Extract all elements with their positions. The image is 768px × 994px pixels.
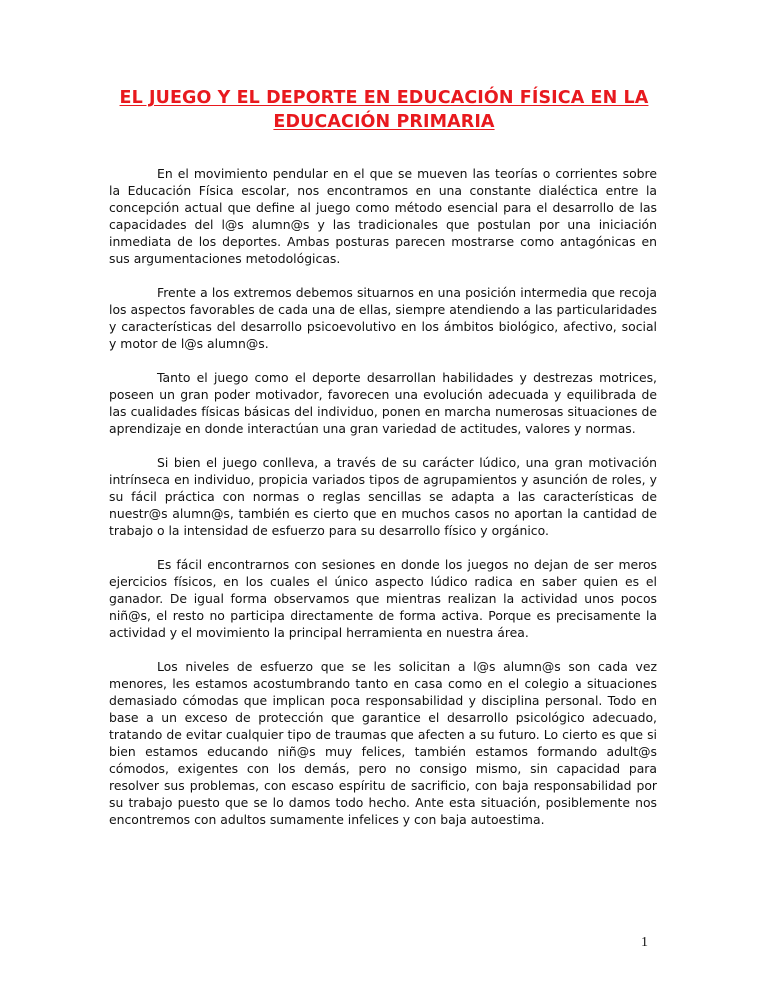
paragraph: Frente a los extremos debemos situarnos en una posición intermedia que recoja los aspectos favorables de cada una de ellas, siempre atendiendo a las particularidades y características del desarrollo psicoevolutivo en los ámbitos biológico, afectivo, social y motor de l@s alumn@s. — [109, 285, 657, 351]
document-body — [109, 165, 657, 845]
paragraph: En el movimiento pendular en el que se mueven las teorías o corrientes sobre la Educación Física escolar, nos encontramos en una constante dialéctica entre la concepción actual que define al juego como método esencial para el desarrollo de las capacidades del l@s alumn@s y las tradicionales que postulan por una iniciación inmediata de los deportes. Ambas posturas parecen mostrarse como antagónicas en sus argumentaciones metodológicas. — [109, 166, 657, 266]
paragraph: Es fácil encontrarnos con sesiones en donde los juegos no dejan de ser meros ejercicios físicos, en los cuales el único aspecto lúdico radica en saber quien es el ganador. De igual forma observamos que mientras realizan la actividad unos pocos niñ@s, el resto no participa directamente de forma activa. Porque es precisamente la actividad y el movimiento la principal herramienta en nuestra área. — [109, 557, 657, 640]
paragraph: Los niveles de esfuerzo que se les solicitan a l@s alumn@s son cada vez menores, les estamos acostumbrando tanto en casa como en el colegio a situaciones demasiado cómodas que implican poca responsabilidad y disciplina personal. Todo en base a un exceso de protección que garantice el desarrollo psicológico adecuado, tratando de evitar cualquier tipo de traumas que afecten a su futuro. Lo cierto es que si bien estamos educando niñ@s muy felices, también estamos formando adult@s cómodos, exigentes con los demás, pero no consigo mismo, sin capacidad para resolver sus problemas, con escaso espíritu de sacrificio, con baja responsabilidad por su trabajo puesto que se lo damos todo hecho. Ante esta situación, posiblemente nos encontremos con adultos sumamente infelices y con baja autoestima. — [109, 659, 657, 827]
document-title: EL JUEGO Y EL DEPORTE EN EDUCACIÓN FÍSICA EN LA EDUCACIÓN PRIMARIA — [119, 88, 649, 132]
page-number: 1 — [641, 935, 648, 950]
paragraph: Si bien el juego conlleva, a través de su carácter lúdico, una gran motivación intrínseca en individuo, propicia variados tipos de agrupamientos y asunción de roles, y su fácil práctica con normas o reglas sencillas se adapta a las características de nuestr@s alumn@s, también es cierto que en muchos casos no aportan la cantidad de trabajo o la intensidad de esfuerzo para su desarrollo físico y orgánico. — [109, 455, 657, 538]
paragraph: Tanto el juego como el deporte desarrollan habilidades y destrezas motrices, poseen un gran poder motivador, favorecen una evolución adecuada y equilibrada de las cualidades físicas básicas del individuo, ponen en marcha numerosas situaciones de aprendizaje en donde interactúan una gran variedad de actitudes, valores y normas. — [109, 370, 657, 436]
